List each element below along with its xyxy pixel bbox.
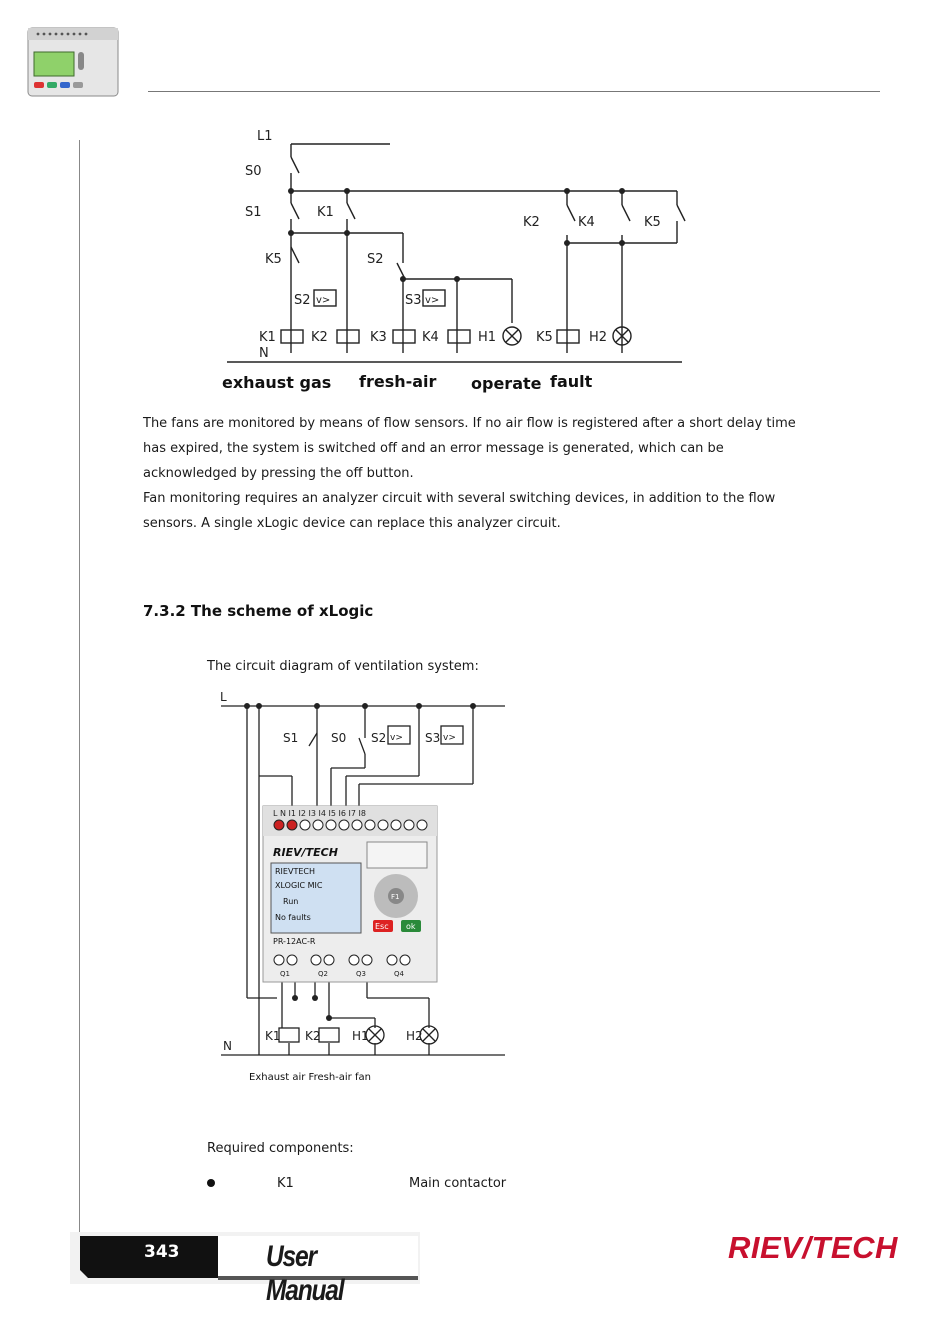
d2-label-s0: S0 (331, 731, 347, 745)
label-h1: H1 (478, 330, 497, 345)
component-list-item (207, 1171, 607, 1196)
d2-lcd-line3: Run (283, 897, 299, 906)
d2-esc: Esc (375, 922, 389, 931)
relay-circuit-diagram (207, 123, 695, 399)
d2-lcd-line4: No faults (275, 913, 311, 922)
label-h2: H2 (589, 330, 608, 345)
d2-model: PR-12AC-R (273, 937, 316, 946)
d2-ok: ok (406, 922, 416, 931)
label-k1-contact: K1 (317, 205, 334, 220)
label-k5-coil: K5 (536, 330, 553, 345)
label-k2-coil: K2 (311, 330, 328, 345)
label-k5-contact: K5 (265, 252, 282, 267)
label-s2-flow: S2 (294, 293, 311, 308)
d2-q1: Q1 (280, 970, 290, 978)
d2-k2: K2 (305, 1029, 321, 1043)
d2-h2: H2 (406, 1029, 423, 1043)
label-l1: L1 (257, 129, 273, 144)
label-k5-contact-right: K5 (644, 215, 661, 230)
label-k2-contact: K2 (523, 215, 540, 230)
label-s0: S0 (245, 164, 262, 179)
label-v-symbol-1: v> (316, 295, 331, 306)
label-k3-coil: K3 (370, 330, 387, 345)
d2-q3: Q3 (356, 970, 366, 978)
required-components-label: Required components: (207, 1141, 354, 1156)
d2-label-s1: S1 (283, 731, 299, 745)
label-s3-flow: S3 (405, 293, 422, 308)
margin-rule (79, 140, 80, 1240)
label-s2-switch: S2 (367, 252, 384, 267)
d2-q4: Q4 (394, 970, 404, 978)
d2-label-s2: S2 (371, 731, 387, 745)
d2-f1: F1 (391, 893, 400, 901)
label-s1: S1 (245, 205, 262, 220)
brand-logo-text: RIEV/TECH (728, 1230, 898, 1265)
d2-label-v-2: v> (443, 733, 456, 743)
caption-exhaust-gas: exhaust gas (222, 373, 332, 392)
label-v-symbol-2: v> (425, 295, 440, 306)
d2-n: N (223, 1039, 232, 1053)
diagram-intro-text: The circuit diagram of ventilation system: (207, 659, 479, 674)
paragraph-analyzer: Fan monitoring requires an analyzer circuit with several switching devices, in addition to the flow sensors. A single xLogic device can replace this analyzer circuit. (143, 491, 776, 531)
d2-lcd-line1: RIEVTECH (275, 867, 315, 876)
paragraph-flow-sensors: The fans are monitored by means of flow sensors. If no air flow is registered after a short delay time has expired, the system is switched off and an error message is generated, which can be acknowledged by pressing the off button. (143, 416, 796, 481)
d2-lcd-line2: XLOGIC MIC (275, 881, 323, 890)
device-thumbnail (26, 22, 122, 102)
label-k1-coil: K1 (259, 330, 276, 345)
component-name: K1 (277, 1176, 294, 1191)
label-k4-coil: K4 (422, 330, 439, 345)
label-n: N (259, 346, 269, 361)
label-k4-contact: K4 (578, 215, 595, 230)
user-manual-label: User Manual (266, 1240, 344, 1307)
d2-brand: RIEV/TECH (273, 846, 338, 859)
footer-tab (70, 1232, 420, 1307)
d2-k1: K1 (265, 1029, 281, 1043)
component-description: Main contactor (409, 1176, 507, 1191)
d2-h1: H1 (352, 1029, 369, 1043)
page-number: 343 (144, 1242, 180, 1262)
bullet-icon (207, 1179, 215, 1187)
xlogic-circuit-diagram (207, 688, 507, 1086)
caption-fault: fault (550, 372, 593, 391)
d2-q2: Q2 (318, 970, 328, 978)
d2-label-l: L (220, 690, 227, 704)
caption-fresh-air: fresh-air (359, 372, 437, 391)
d2-label-s3: S3 (425, 731, 441, 745)
d2-terminal-labels: L N I1 I2 I3 I4 I5 I6 I7 I8 (273, 809, 366, 818)
caption-operate: operate (471, 374, 542, 393)
d2-label-v-1: v> (390, 733, 403, 743)
section-heading: 7.3.2 The scheme of xLogic (143, 602, 374, 620)
d2-caption: Exhaust air Fresh-air fan (249, 1072, 371, 1083)
brand-logo (728, 1228, 903, 1272)
header-rule (148, 91, 880, 92)
